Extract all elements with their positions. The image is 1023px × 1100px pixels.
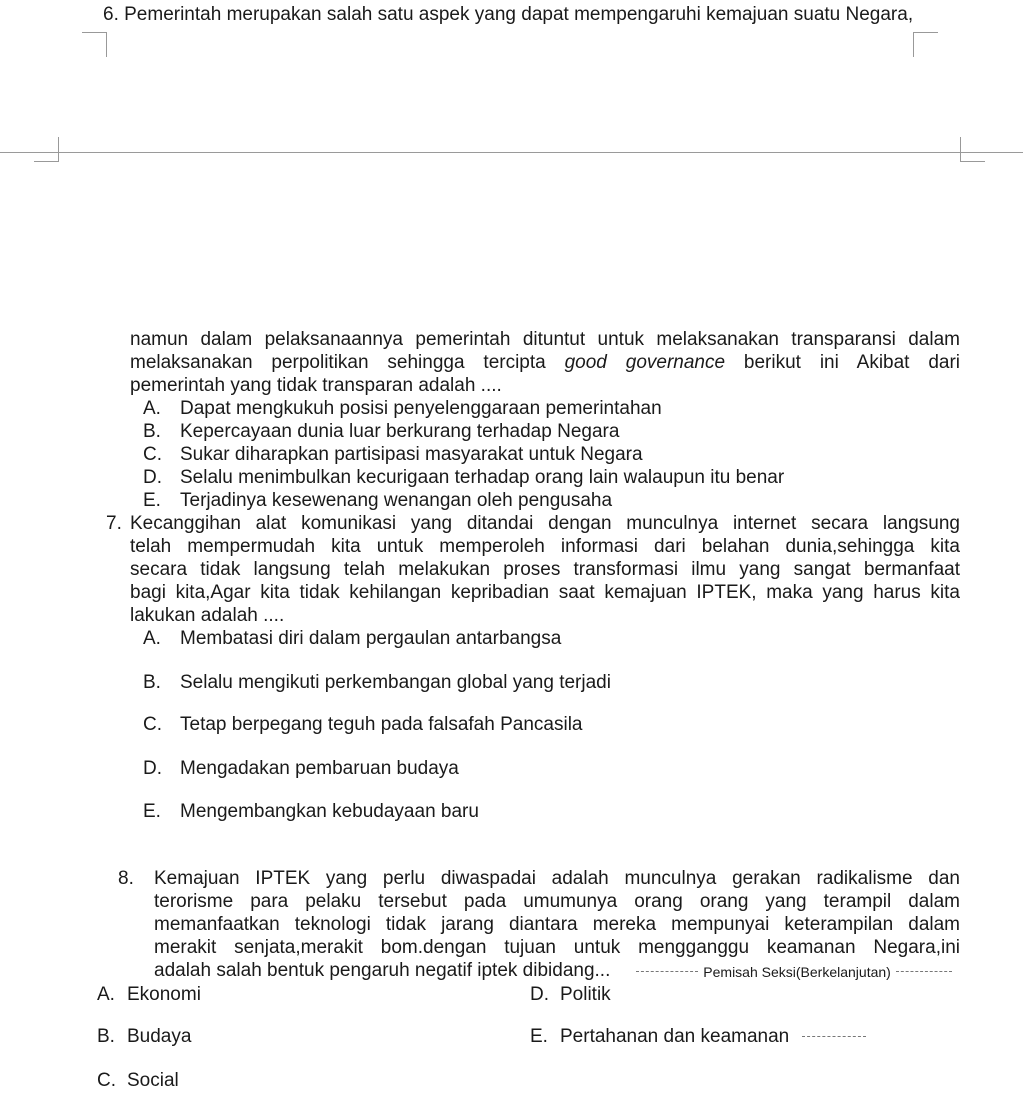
q7-line-4: bagi kita,Agar kita tidak kehilangan kepribadian saat kemajuan IPTEK, maka yang harus kita [130,582,960,603]
q6-first-line: 6. Pemerintah merupakan salah satu aspek yang dapat mempengaruhi kemajuan suatu Negara, [103,4,914,25]
q6-option-a: A. Dapat mengkukuh posisi penyelenggaraan pemerintahan [143,398,662,419]
crop-mark-right [913,32,938,57]
q6-line-2a: melaksanakan perpolitikan sehingga tercipta [130,352,546,373]
q8-line-4: merakit senjata,merakit bom.dengan tujuan untuk mengganggu keamanan Negara,ini [154,937,960,958]
q8-option-a: A. Ekonomi [97,984,201,1005]
q6-good-governance: good governance [564,352,726,373]
crop-mark-left [82,32,107,57]
q7-line-3: secara tidak langsung telah melakukan proses transformasi ilmu yang sangat bermanfaat [130,559,960,580]
section-break-marker [636,961,952,981]
q7-option-b: B. Selalu mengikuti perkembangan global yang terjadi [143,672,611,693]
section-break-dots-right [896,971,952,972]
q7-option-e: E. Mengembangkan kebudayaan baru [143,801,479,822]
q8-option-b: B. Budaya [97,1026,192,1047]
q6-line-2 [130,351,960,374]
q7-line-5: lakukan adalah .... [130,605,285,626]
q8-option-d: D. Politik [530,984,611,1005]
crop-mark-right-top [960,137,985,162]
q8-line-5: adalah salah bentuk pengaruh negatif iptek dibidang... [154,960,611,981]
q6-option-b: B. Kepercayaan dunia luar berkurang terhadap Negara [143,421,620,442]
q7-option-d: D. Mengadakan pembaruan budaya [143,758,459,779]
q7-number: 7. [106,513,122,534]
q8-option-c: C. Social [97,1070,179,1091]
q7-line-1: Kecanggihan alat komunikasi yang ditandai dengan munculnya internet secara langsung [130,513,960,534]
q6-line-3: pemerintah yang tidak transparan adalah .... [130,375,502,396]
q7-line-2: telah mempermudah kita untuk memperoleh informasi dari belahan dunia,sehingga kita [130,536,960,557]
q7-option-a: A. Membatasi diri dalam pergaulan antarbangsa [143,628,562,649]
q8-number: 8. [118,868,134,889]
q6-option-c: C. Sukar diharapkan partisipasi masyarakat untuk Negara [143,444,643,465]
q8-line-3: memanfaatkan teknologi tidak jarang diantara mereka mempunyai keterampilan dalam [154,914,960,935]
q6-option-d: D. Selalu menimbulkan kecurigaan terhadap orang lain walaupun itu benar [143,467,785,488]
q6-option-e: E. Terjadinya kesewenang wenangan oleh pengusaha [143,490,613,511]
column-break-dots [802,1036,866,1037]
q6-line-1: namun dalam pelaksanaannya pemerintah dituntut untuk melaksanakan transparansi dalam [130,329,960,350]
page-break [0,152,1023,153]
q8-line-2: terorisme para pelaku tersebut pada umumunya orang orang yang terampil dalam [154,891,960,912]
q7-option-c: C. Tetap berpegang teguh pada falsafah Pancasila [143,714,583,735]
crop-mark-left-top [34,137,59,162]
q8-option-e: E. Pertahanan dan keamanan [530,1026,790,1047]
q6-line-2b: berikut ini Akibat dari [743,352,961,373]
q8-line-1: Kemajuan IPTEK yang perlu diwaspadai adalah munculnya gerakan radikalisme dan [154,868,960,889]
section-break-label: Pemisah Seksi(Berkelanjutan) [703,964,891,980]
section-break-dots-left [636,971,698,972]
